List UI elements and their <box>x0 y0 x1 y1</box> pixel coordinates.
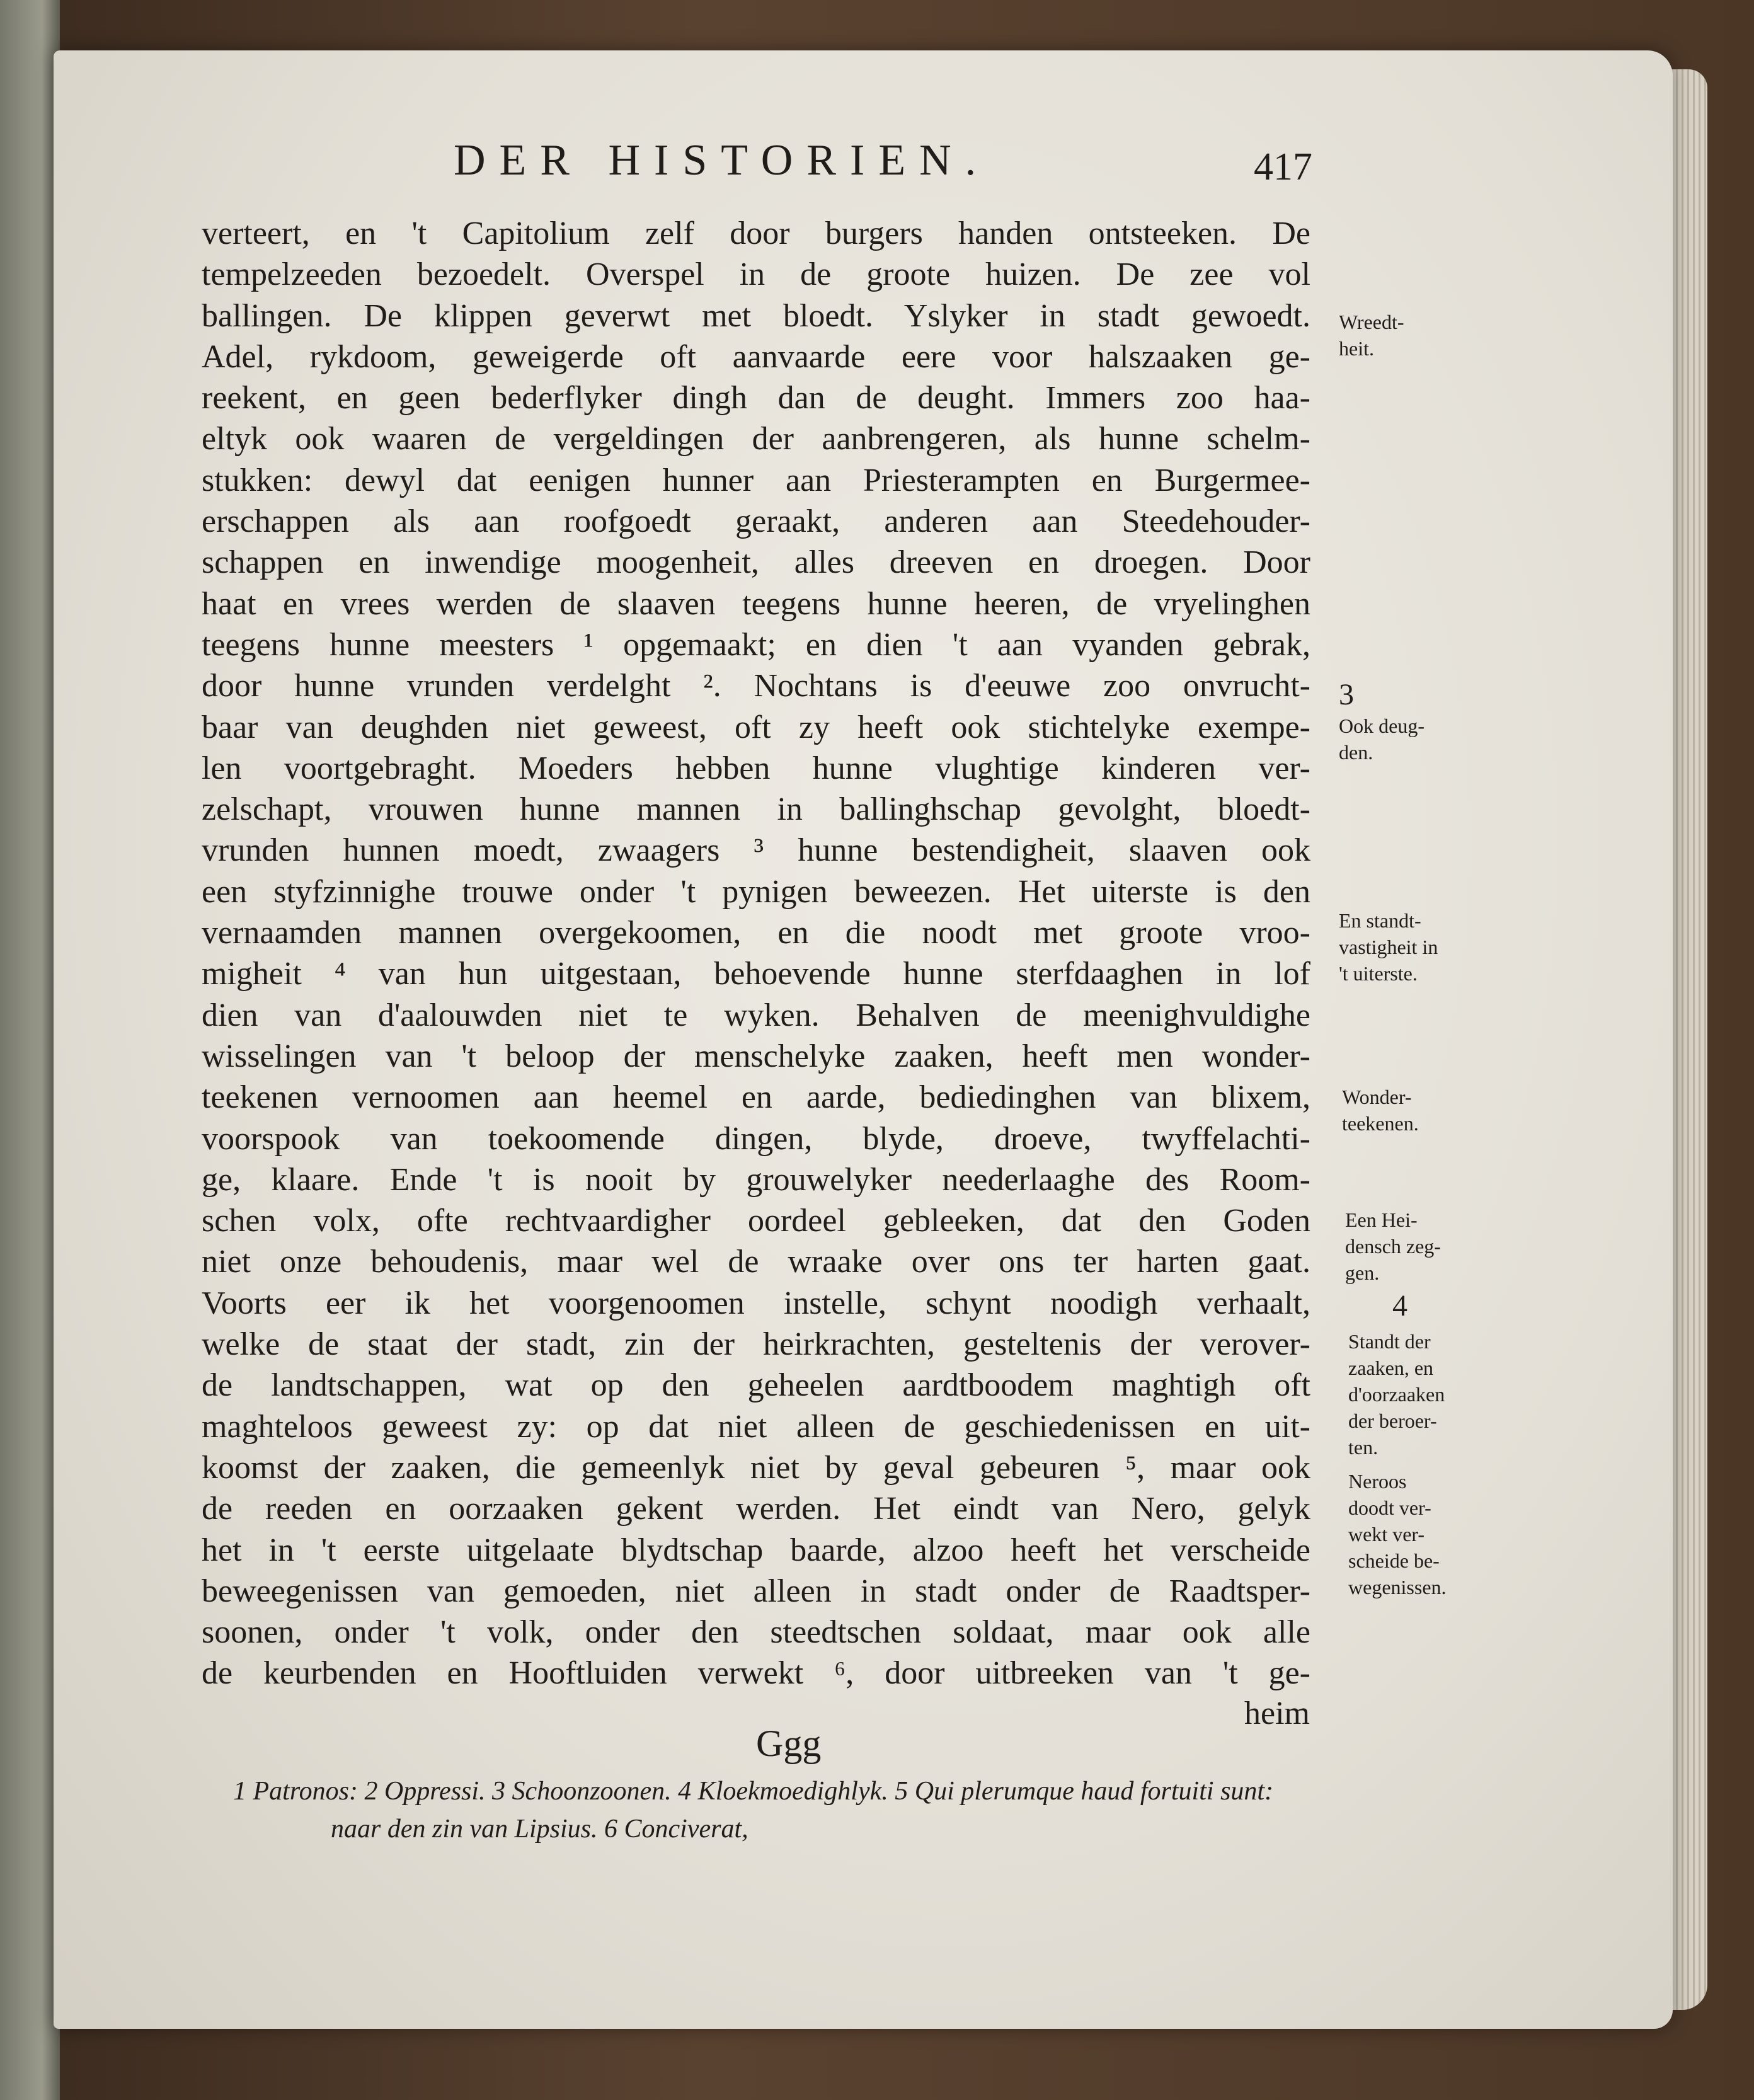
text-line: tempelzeeden bezoedelt. Overspel in de groote huizen. De zee vol <box>202 256 1310 293</box>
text-line: baar van deughden niet geweest, oft zy heeft ook stichtelyke exempe- <box>202 709 1310 745</box>
margin-note-line: der beroer- <box>1348 1409 1437 1432</box>
text-line: vernaamden mannen overgekoomen, en die noodt met groote vroo- <box>202 915 1310 951</box>
text-line: verteert, en 't Capitolium zelf door burgers handen ontsteeken. De <box>202 215 1310 251</box>
margin-note-line: wegenissen. <box>1348 1576 1447 1598</box>
text-line: zelschapt, vrouwen hunne mannen in ballinghschap gevolght, bloedt- <box>202 791 1310 828</box>
margin-note-line: Een Hei- <box>1345 1208 1418 1231</box>
margin-note <box>1392 1288 1407 1324</box>
text-line: teegens hunne meesters ¹ opgemaakt; en dien 't aan vyanden gebrak, <box>202 626 1310 663</box>
text-line: schappen en inwendige moogenheit, alles dreeven en droegen. Door <box>202 544 1310 581</box>
text-line: Voorts eer ik het voorgenoomen instelle, schynt noodigh verhaalt, <box>202 1285 1310 1321</box>
margin-note-line: doodt ver- <box>1348 1496 1431 1519</box>
text-line: de reeden en oorzaaken gekent werden. Het eindt van Nero, gelyk <box>202 1491 1310 1527</box>
text-line: schen volx, ofte rechtvaardigher oordeel gebleeken, dat den Goden <box>202 1203 1310 1239</box>
margin-note-line: Neroos <box>1348 1470 1407 1493</box>
text-line: ge, klaare. Ende 't is nooit by grouwelyker neederlaaghe des Room- <box>202 1161 1310 1198</box>
text-line: voorspook van toekoomende dingen, blyde, droeve, twyffelachti- <box>202 1120 1310 1157</box>
running-head: DER HISTORIEN. <box>454 136 990 185</box>
text-line: soonen, onder 't volk, onder den steedtschen soldaat, maar ook alle <box>202 1614 1310 1651</box>
text-line: teekenen vernoomen aan heemel en aarde, bediedinghen van blixem, <box>202 1079 1310 1116</box>
margin-note-line: gen. <box>1345 1261 1380 1284</box>
margin-note <box>1339 309 1404 362</box>
text-line: stukken: dewyl dat eenigen hunner aan Priesterampten en Burgermee- <box>202 462 1310 498</box>
text-line: koomst der zaaken, die gemeenlyk niet by geval gebeuren ⁵, maar ook <box>202 1449 1310 1486</box>
text-line: welke de staat der stadt, zin der heirkrachten, gesteltenis der verover- <box>202 1326 1310 1363</box>
text-line: haat en vrees werden de slaaven teegens hunne heeren, de vryelinghen <box>202 585 1310 622</box>
margin-note-line: wekt ver- <box>1348 1523 1425 1546</box>
text-line: wisselingen van 't beloop der menschelyke zaaken, heeft men wonder- <box>202 1038 1310 1074</box>
margin-note-line: Ook deug- <box>1339 714 1424 737</box>
body-text <box>202 213 1310 1694</box>
text-line: ballingen. De klippen geverwt met bloedt. Yslyker in stadt gewoedt. <box>202 297 1310 334</box>
margin-note-line: 3 <box>1339 678 1354 711</box>
page-number: 417 <box>1254 146 1312 188</box>
text-line: de landtschappen, wat op den geheelen aardtboodem maghtigh oft <box>202 1367 1310 1404</box>
text-line: een styfzinnighe trouwe onder 't pynigen beweezen. Het uiterste is den <box>202 873 1310 910</box>
margin-note-line: den. <box>1339 741 1373 764</box>
margin-note <box>1342 1084 1419 1137</box>
margin-note <box>1348 1468 1447 1600</box>
margin-note-line: Wonder- <box>1342 1086 1412 1108</box>
margin-note <box>1345 1207 1441 1286</box>
margin-note-line: teekenen. <box>1342 1112 1419 1135</box>
text-line: beweegenissen van gemoeden, niet alleen in stadt onder de Raadtsper- <box>202 1573 1310 1609</box>
margin-note-line: 't uiterste. <box>1339 962 1418 985</box>
margin-note <box>1339 907 1438 987</box>
margin-note <box>1339 677 1424 766</box>
footnote-line-1: 1 Patronos: 2 Oppressi. 3 Schoonzoonen. 4 Kloekmoedighlyk. 5 Qui plerumque haud fortuiti sunt: <box>233 1777 1274 1806</box>
footnote-line-2: naar den zin van Lipsius. 6 Conciverat, <box>331 1815 748 1844</box>
margin-note-line: heit. <box>1339 337 1374 360</box>
text-line: de keurbenden en Hooftluiden verwekt ⁶, door uitbreeken van 't ge- <box>202 1655 1310 1692</box>
text-line: erschappen als aan roofgoedt geraakt, anderen aan Steedehouder- <box>202 503 1310 540</box>
left-page-edge <box>0 0 60 2100</box>
margin-note-line: scheide be- <box>1348 1549 1440 1572</box>
text-line: reekent, en geen bederflyker dingh dan de deught. Immers zoo haa- <box>202 380 1310 416</box>
text-line: dien van d'aalouwden niet te wyken. Behalven de meenighvuldighe <box>202 997 1310 1033</box>
margin-note-line: zaaken, en <box>1348 1357 1434 1379</box>
margin-note-line: En standt- <box>1339 909 1421 932</box>
text-line: vrunden hunnen moedt, zwaagers ³ hunne bestendigheit, slaaven ook <box>202 832 1310 869</box>
text-line: niet onze behoudenis, maar wel de wraake over ons ter harten gaat. <box>202 1244 1310 1280</box>
text-line: maghteloos geweest zy: op dat niet alleen de geschiedenissen en uit- <box>202 1408 1310 1445</box>
margin-note-line: d'oorzaaken <box>1348 1383 1445 1406</box>
margin-note-line: Wreedt- <box>1339 311 1404 333</box>
text-line: eltyk ook waaren de vergeldingen der aanbrengeren, als hunne schelm- <box>202 421 1310 457</box>
margin-note <box>1348 1328 1445 1460</box>
margin-note-line: ten. <box>1348 1436 1379 1459</box>
margin-note-line: 4 <box>1392 1289 1407 1323</box>
catchword: heim <box>1244 1695 1310 1731</box>
text-line: het in 't eerste uitgelaate blydtschap baarde, alzoo heeft het verscheide <box>202 1532 1310 1568</box>
signature-mark: Ggg <box>756 1723 822 1764</box>
text-line: len voortgebraght. Moeders hebben hunne vlughtige kinderen ver- <box>202 750 1310 786</box>
margin-note-line: Standt der <box>1348 1330 1431 1353</box>
text-line: migheit ⁴ van hun uitgestaan, behoevende hunne sterfdaaghen in lof <box>202 956 1310 992</box>
margin-note-line: densch zeg- <box>1345 1235 1441 1258</box>
text-line: door hunne vrunden verdelght ². Nochtans is d'eeuwe zoo onvrucht- <box>202 668 1310 704</box>
margin-note-line: vastigheit in <box>1339 936 1438 958</box>
text-line: Adel, rykdoom, geweigerde oft aanvaarde eere voor halszaaken ge- <box>202 338 1310 375</box>
